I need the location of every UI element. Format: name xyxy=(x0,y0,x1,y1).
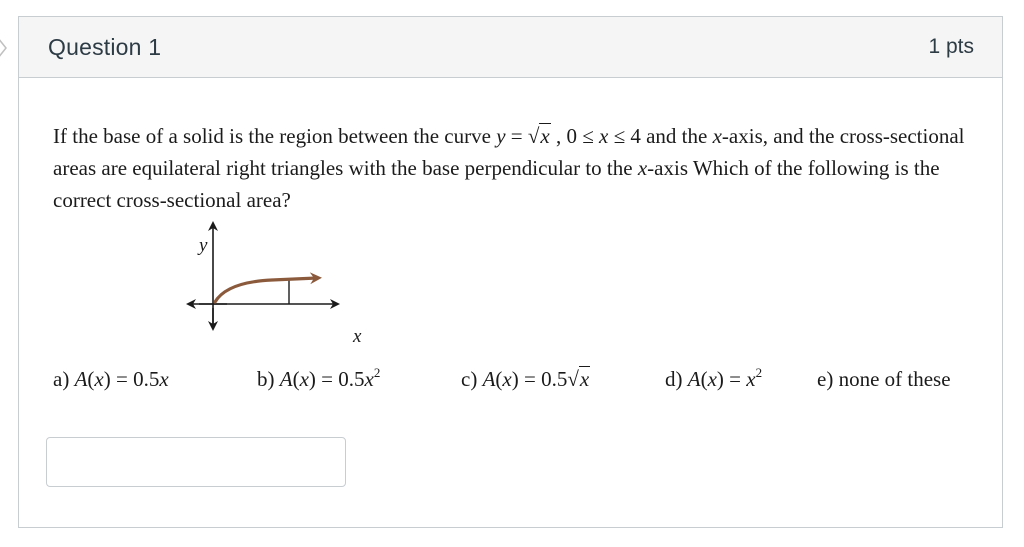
y-axis-label: y xyxy=(199,235,208,256)
choice-d: d) $A(x) = x^2$ xyxy=(665,365,763,391)
question-text-part: If the base of a solid is the region between the curve xyxy=(53,124,497,148)
answer-input[interactable] xyxy=(46,437,346,487)
equation-variable: x xyxy=(599,124,609,148)
equation-range: , 0 ≤ xyxy=(550,124,599,148)
sqrt-expression xyxy=(528,120,551,152)
sqrt-curve xyxy=(215,278,317,302)
equation-equals: = xyxy=(505,124,528,148)
choice-b: b) $A(x) = 0.5x^2$ xyxy=(257,365,381,391)
question-title: Question 1 xyxy=(48,33,162,60)
question-text-part: -axis Which of the following is the correct cross-sectional area? xyxy=(53,156,940,212)
equation-range-end: ≤ 4 and the xyxy=(608,124,713,148)
question-header xyxy=(19,17,1002,78)
sqrt-sign: √ xyxy=(527,124,540,148)
question-points: 1 pts xyxy=(928,35,974,58)
choice-c: c) A(x) = 0.5√x xyxy=(461,367,590,391)
choice-e: e) none of these xyxy=(817,367,951,391)
axis-variable: x xyxy=(712,124,722,148)
chevron-right-icon[interactable] xyxy=(0,36,10,60)
axis-variable: x xyxy=(637,156,648,180)
equation-variable: y xyxy=(496,124,506,148)
answer-choices xyxy=(53,367,983,399)
x-axis-label: x xyxy=(353,326,362,347)
question-text-part: -axis, and the cross-sectional areas are equilateral right triangles with the base perpendicular to the xyxy=(53,124,965,180)
question-card xyxy=(18,16,1003,528)
sqrt-argument: x xyxy=(540,124,550,148)
choice-a: a) A(x) = 0.5x xyxy=(53,367,169,391)
curve-figure xyxy=(177,218,362,347)
sqrt-expression: √x xyxy=(567,367,590,391)
question-text xyxy=(53,120,983,216)
